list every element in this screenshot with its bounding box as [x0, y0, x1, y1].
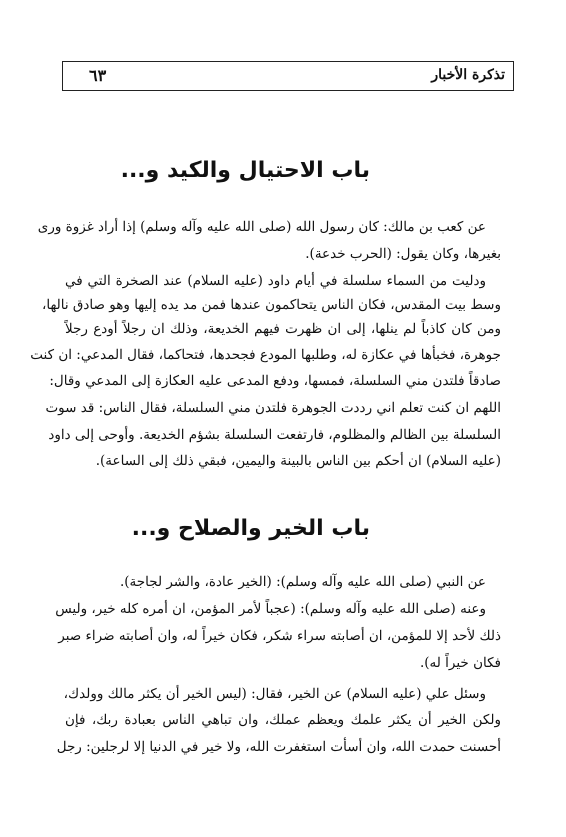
paragraph-line: وسط بيت المقدس، فكان الناس يتحاكمون عندها فمن مد يده إليها وهو صادق نالها،	[41, 297, 501, 313]
chapter-title-goodness: باب الخير والصلاح و...	[131, 516, 370, 541]
paragraph-line: ومن كان كاذباً لم ينلها، إلى ان ظهرت فيهم الخديعة، وذلك ان رجلاً أودع رجلاً	[65, 321, 501, 337]
paragraph-line: فكان خيراً له).	[419, 655, 501, 671]
paragraph-line: جوهرة، فخبأها في عكازة له، وطلبها المودع فجحدها، فتحاكما، فقال المدعي: ان كنت	[30, 347, 501, 363]
paragraph-line: عن النبي (صلى الله عليه وآله وسلم): (الخير عادة، والشر لجاجة).	[119, 574, 486, 590]
paragraph-line: (عليه السلام) ان أحكم بين الناس بالبينة واليمين، فبقي ذلك إلى الساعة).	[95, 453, 501, 469]
paragraph-line: ذلك لأحد إلا للمؤمن، ان أصابته سراء شكر، فكان خيراً له، وان أصابته ضراء صبر	[58, 628, 501, 644]
paragraph-line: السلسلة بين الظالم والمظلوم، فارتفعت السلسلة بشؤم الخديعة. وأوحى إلى داود	[48, 427, 501, 443]
paragraph-line: أحسنت حمدت الله، وان أسأت استغفرت الله، ولا خير في الدنيا إلا لرجلين: رجل	[56, 739, 501, 755]
paragraph-line: اللهم ان كنت تعلم اني رددت الجوهرة فلتدن مني السلسلة، فقال الناس: قد سوت	[45, 400, 501, 416]
chapter-title-deception: باب الاحتيال والكيد و...	[120, 158, 370, 183]
paragraph-line: عن كعب بن مالك: كان رسول الله (صلى الله عليه وآله وسلم) إذا أراد غزوة ورى	[37, 219, 486, 235]
page-header	[62, 61, 514, 91]
paragraph-line: وعنه (صلى الله عليه وآله وسلم): (عجباً لأمر المؤمن، ان أمره كله خير، وليس	[55, 601, 486, 617]
paragraph-line: وسئل علي (عليه السلام) عن الخير، فقال: (ليس الخير أن يكثر مالك وولدك،	[63, 686, 486, 702]
page-number: ٦٣	[89, 66, 107, 85]
paragraph-line: ودليت من السماء سلسلة في أيام داود (عليه السلام) عند الصخرة التي في	[65, 273, 486, 289]
paragraph-line: بغيرها، وكان يقول: (الحرب خدعة).	[305, 246, 501, 262]
paragraph-line: ولكن الخير أن يكثر علمك ويعظم عملك، وان تباهي الناس بعبادة ربك، فإن	[65, 712, 501, 728]
book-title: تذكرة الأخبار	[431, 67, 505, 83]
paragraph-line: صادقاً فلتدن مني السلسلة، فمسها، ودفع المدعى عليه العكازة إلى المدعي وقال:	[49, 373, 501, 389]
